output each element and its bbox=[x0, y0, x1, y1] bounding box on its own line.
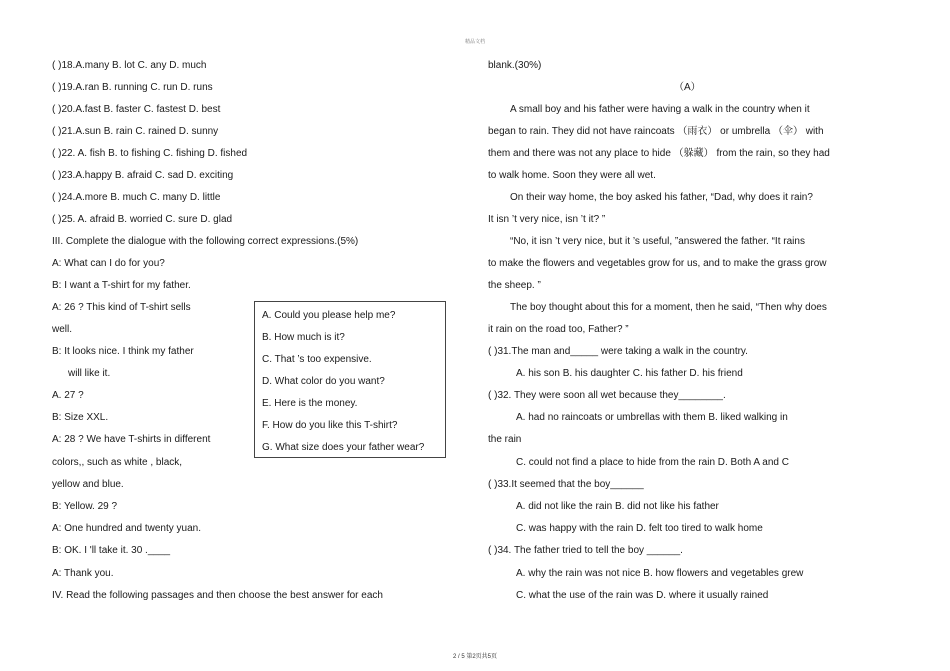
right-text-line: to make the flowers and vegetables grow for us, and to make the grass grow bbox=[488, 258, 827, 269]
left-text-line: ( )21.A.sun B. rain C. rained D. sunny bbox=[52, 126, 219, 137]
option-item: B. How much is it? bbox=[262, 332, 345, 343]
option-item: G. What size does your father wear? bbox=[262, 442, 425, 453]
right-text-line: “No, it isn ’t very nice, but it ’s useful, ”answered the father. “It rains bbox=[510, 236, 805, 247]
left-text-line: will like it. bbox=[68, 368, 111, 379]
right-text-line: C. could not find a place to hide from the rain D. Both A and C bbox=[516, 457, 789, 468]
left-text-line: well. bbox=[52, 324, 73, 335]
left-text-line: ( )23.A.happy B. afraid C. sad D. exciting bbox=[52, 170, 234, 181]
right-text-line: C. what the use of the rain was D. where it usually rained bbox=[516, 590, 769, 601]
left-text-line: ( )22. A. fish B. to fishing C. fishing D. fished bbox=[52, 148, 248, 159]
right-text-line: A. had no raincoats or umbrellas with them B. liked walking in bbox=[516, 412, 788, 423]
right-text-line: （A） bbox=[674, 82, 701, 93]
right-text-line: C. was happy with the rain D. felt too tired to walk home bbox=[516, 523, 763, 534]
option-item: F. How do you like this T-shirt? bbox=[262, 420, 398, 431]
left-text-line: B: OK. I 'll take it. 30 .____ bbox=[52, 545, 171, 556]
right-text-line: the rain bbox=[488, 434, 522, 445]
left-text-line: B: Size XXL. bbox=[52, 412, 109, 423]
right-text-line: it rain on the road too, Father? ” bbox=[488, 324, 629, 335]
right-text-line: them and there was not any place to hide （躲藏） from the rain, so they had bbox=[488, 148, 830, 159]
left-text-line: ( )25. A. afraid B. worried C. sure D. glad bbox=[52, 214, 233, 225]
left-text-line: yellow and blue. bbox=[52, 479, 124, 490]
left-text-line: A: 26 ? This kind of T-shirt sells bbox=[52, 302, 191, 313]
left-text-line: A. 27 ? bbox=[52, 390, 84, 401]
right-text-line: to walk home. Soon they were all wet. bbox=[488, 170, 656, 181]
option-item: C. That ’s too expensive. bbox=[262, 354, 372, 365]
left-text-line: III. Complete the dialogue with the following correct expressions.(5%) bbox=[52, 236, 359, 247]
left-text-line: ( )20.A.fast B. faster C. fastest D. best bbox=[52, 104, 221, 115]
right-text-line: ( )31.The man and_____ were taking a walk in the country. bbox=[488, 346, 748, 357]
left-text-line: ( )19.A.ran B. running C. run D. runs bbox=[52, 82, 213, 93]
page-header: 精品文档 bbox=[464, 39, 485, 45]
right-text-line: A. why the rain was not nice B. how flowers and vegetables grew bbox=[516, 568, 804, 579]
left-text-line: ( )18.A.many B. lot C. any D. much bbox=[52, 60, 207, 71]
option-item: E. Here is the money. bbox=[262, 398, 358, 409]
right-text-line: blank.(30%) bbox=[488, 60, 542, 71]
page-footer: 2 / 5 第2页共5页 bbox=[452, 654, 498, 660]
right-text-line: ( )33.It seemed that the boy______ bbox=[488, 479, 644, 490]
left-text-line: ( )24.A.more B. much C. many D. little bbox=[52, 192, 221, 203]
options-box bbox=[254, 301, 446, 458]
right-text-line: A small boy and his father were having a walk in the country when it bbox=[510, 104, 810, 115]
left-text-line: IV. Read the following passages and then choose the best answer for each bbox=[52, 590, 383, 601]
option-item: A. Could you please help me? bbox=[262, 310, 396, 321]
left-text-line: A: What can I do for you? bbox=[52, 258, 165, 269]
right-text-line: It isn ’t very nice, isn ’t it? ” bbox=[488, 214, 606, 225]
left-text-line: A: One hundred and twenty yuan. bbox=[52, 523, 201, 534]
left-text-line: A: 28 ? We have T-shirts in different bbox=[52, 434, 211, 445]
left-text-line: B: I want a T-shirt for my father. bbox=[52, 280, 191, 291]
right-text-line: ( )32. They were soon all wet because they________. bbox=[488, 390, 726, 401]
left-text-line: colors,, such as white , black, bbox=[52, 457, 183, 468]
right-text-line: On their way home, the boy asked his father, “Dad, why does it rain? bbox=[510, 192, 813, 203]
right-text-line: the sheep. ” bbox=[488, 280, 541, 291]
option-item: D. What color do you want? bbox=[262, 376, 385, 387]
right-text-line: A. his son B. his daughter C. his father D. his friend bbox=[516, 368, 743, 379]
right-text-line: ( )34. The father tried to tell the boy ______. bbox=[488, 545, 683, 556]
right-text-line: A. did not like the rain B. did not like his father bbox=[516, 501, 719, 512]
left-text-line: B: Yellow. 29 ? bbox=[52, 501, 118, 512]
left-text-line: B: It looks nice. I think my father bbox=[52, 346, 194, 357]
right-text-line: The boy thought about this for a moment, then he said, “Then why does bbox=[510, 302, 827, 313]
left-text-line: A: Thank you. bbox=[52, 568, 114, 579]
right-text-line: began to rain. They did not have raincoats （雨衣） or umbrella （伞） with bbox=[488, 126, 824, 137]
